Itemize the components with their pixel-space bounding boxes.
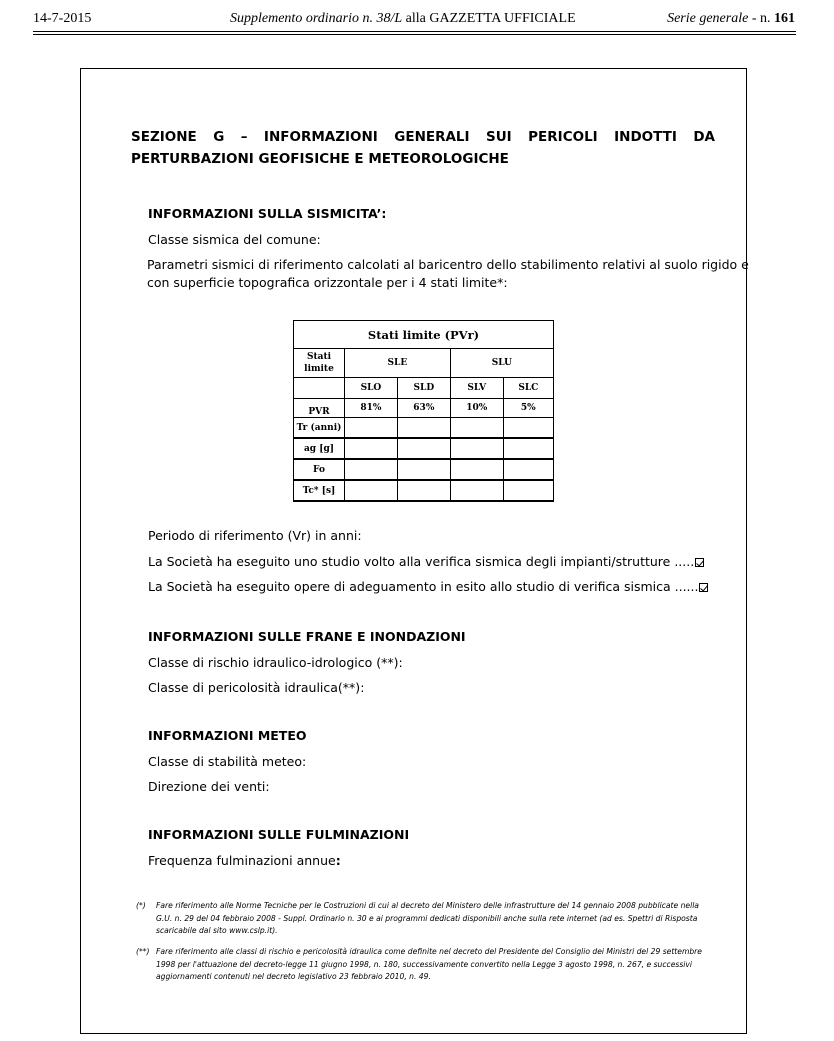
section-title-word: SEZIONE [131,129,197,145]
section-title-word: – [240,129,248,145]
stabilita-meteo-field: Classe di stabilità meteo: [148,754,307,769]
meteo-heading: INFORMAZIONI METEO [148,728,307,743]
stati-limite-header [294,349,345,378]
section-title-word: PERICOLI [528,129,598,145]
sub-sld: SLD [397,378,450,399]
stati-limite-line1: Stati [306,352,332,362]
table-cell[interactable] [397,418,450,439]
fulminazioni-heading: INFORMAZIONI SULLE FULMINAZIONI [148,827,410,842]
row-label: Tr (anni) [294,418,345,439]
studio-sismico-row [148,554,704,570]
table-cell[interactable] [450,480,503,501]
parametri-line2: con superficie topografica orizzontale per i 4 stati limite*: [147,275,508,290]
table-cell[interactable] [345,438,398,459]
opere-adeguamento-row [148,579,708,595]
section-title-line1 [131,126,715,148]
frequenza-fulminazioni-field [148,853,341,869]
frane-heading: INFORMAZIONI SULLE FRANE E INONDAZIONI [148,629,466,644]
studio-sismico-text: La Società ha eseguito uno studio volto alla verifica sismica degli impianti/strutture ..... [148,554,695,569]
rischio-idraulico-field: Classe di rischio idraulico-idrologico (**): [148,655,403,670]
table-cell[interactable] [397,480,450,501]
header-series [667,11,795,27]
footnote-2-mark: (**) [136,947,150,956]
table-cell[interactable] [345,418,398,439]
table-cell[interactable] [450,459,503,480]
footnote-1-mark: (*) [136,901,146,910]
opere-checkbox[interactable] [699,583,708,592]
pericolosita-idraulica-field: Classe di pericolosità idraulica(**): [148,680,365,695]
sub-slc: SLC [503,378,553,399]
header-gazette: alla GAZZETTA UFFICIALE [402,11,576,26]
section-title-word: INDOTTI [614,129,677,145]
direzione-venti-field: Direzione dei venti: [148,779,270,794]
footnote-2 [136,946,716,984]
group-sle: SLE [345,349,451,378]
table-cell[interactable] [503,480,553,501]
sub-slv: SLV [450,378,503,399]
pvr-value: 63% [397,399,450,418]
header-supplement: Supplemento ordinario n. 38/L [230,11,403,26]
table-cell[interactable] [450,438,503,459]
table-cell[interactable] [345,459,398,480]
frequenza-colon: : [335,853,341,868]
section-title-word: G [213,129,225,145]
opere-adeguamento-text: La Società ha eseguito opere di adeguamento in esito allo studio di verifica sismica ...... [148,579,699,594]
row-label: Tc* [s] [294,480,345,501]
table-cell[interactable] [345,480,398,501]
classe-sismica-field: Classe sismica del comune: [148,232,321,247]
footnote-2-text: Fare riferimento alle classi di rischio e pericolosità idraulica come definite nel decreto del Presidente del Consiglio dei Ministri del 29 settembre 1998 per l'attuazione del decreto-legge 11 giugno 1998, n. 180, successivamente convertito nella Legge 3 agosto 1998, n. 267, e successivi aggiornamenti contenuti nel decreto legislativo 23 febbraio 2010, n. 49. [156,947,702,981]
pvr-value: 81% [345,399,398,418]
section-title-word: INFORMAZIONI [263,129,378,145]
table-cell[interactable] [397,459,450,480]
table-cell[interactable] [450,418,503,439]
table-cell[interactable] [503,418,553,439]
footnote-1-text: Fare riferimento alle Norme Tecniche per le Costruzioni di cui al decreto del Ministero delle infrastrutture del 14 gennaio 2008 pubblicate nella G.U. n. 29 del 04 febbraio 2008 - Suppl. Ordinario n. 30 e ai programmi dedicati disponibili anche sulla rete internet (ad es. Spettri di Risposta scaricabile dal sito www.cslp.it). [156,901,699,935]
section-title-line2: PERTURBAZIONI GEOFISICHE E METEOROLOGICHE [131,151,509,167]
header-date: 14-7-2015 [33,11,92,26]
header-series-name: Serie generale [667,11,749,26]
table-cell[interactable] [503,438,553,459]
footnote-1 [136,900,716,938]
frequenza-label: Frequenza fulminazioni annue [148,853,336,868]
header-page-sep: - n. [748,11,774,26]
section-title-word: GENERALI [394,129,470,145]
header-publication [230,11,576,27]
header-page-number: 161 [774,11,795,26]
row-label: ag [g] [294,438,345,459]
stati-limite-table [293,320,554,502]
periodo-riferimento-field: Periodo di riferimento (Vr) in anni: [148,528,362,543]
section-title-word: SUI [486,129,512,145]
sub-slo: SLO [345,378,398,399]
pvr-value: 10% [450,399,503,418]
table-caption: Stati limite (PVr) [294,321,554,349]
pvr-label: PVR [294,399,345,418]
studio-checkbox[interactable] [695,558,704,567]
table-cell[interactable] [503,459,553,480]
empty-cell [294,378,345,399]
header-rule-double [33,34,796,35]
row-label: Fo [294,459,345,480]
sismicita-heading: INFORMAZIONI SULLA SISMICITA’: [148,206,387,221]
section-title-word: DA [693,129,715,145]
table-cell[interactable] [397,438,450,459]
parametri-line1: Parametri sismici di riferimento calcolati al baricentro dello stabilimento relativi al suolo rigido e [147,257,749,272]
group-slu: SLU [450,349,553,378]
stati-limite-line2: limite [304,364,334,374]
header-rule [33,31,796,32]
section-title [131,126,715,170]
pvr-value: 5% [503,399,553,418]
